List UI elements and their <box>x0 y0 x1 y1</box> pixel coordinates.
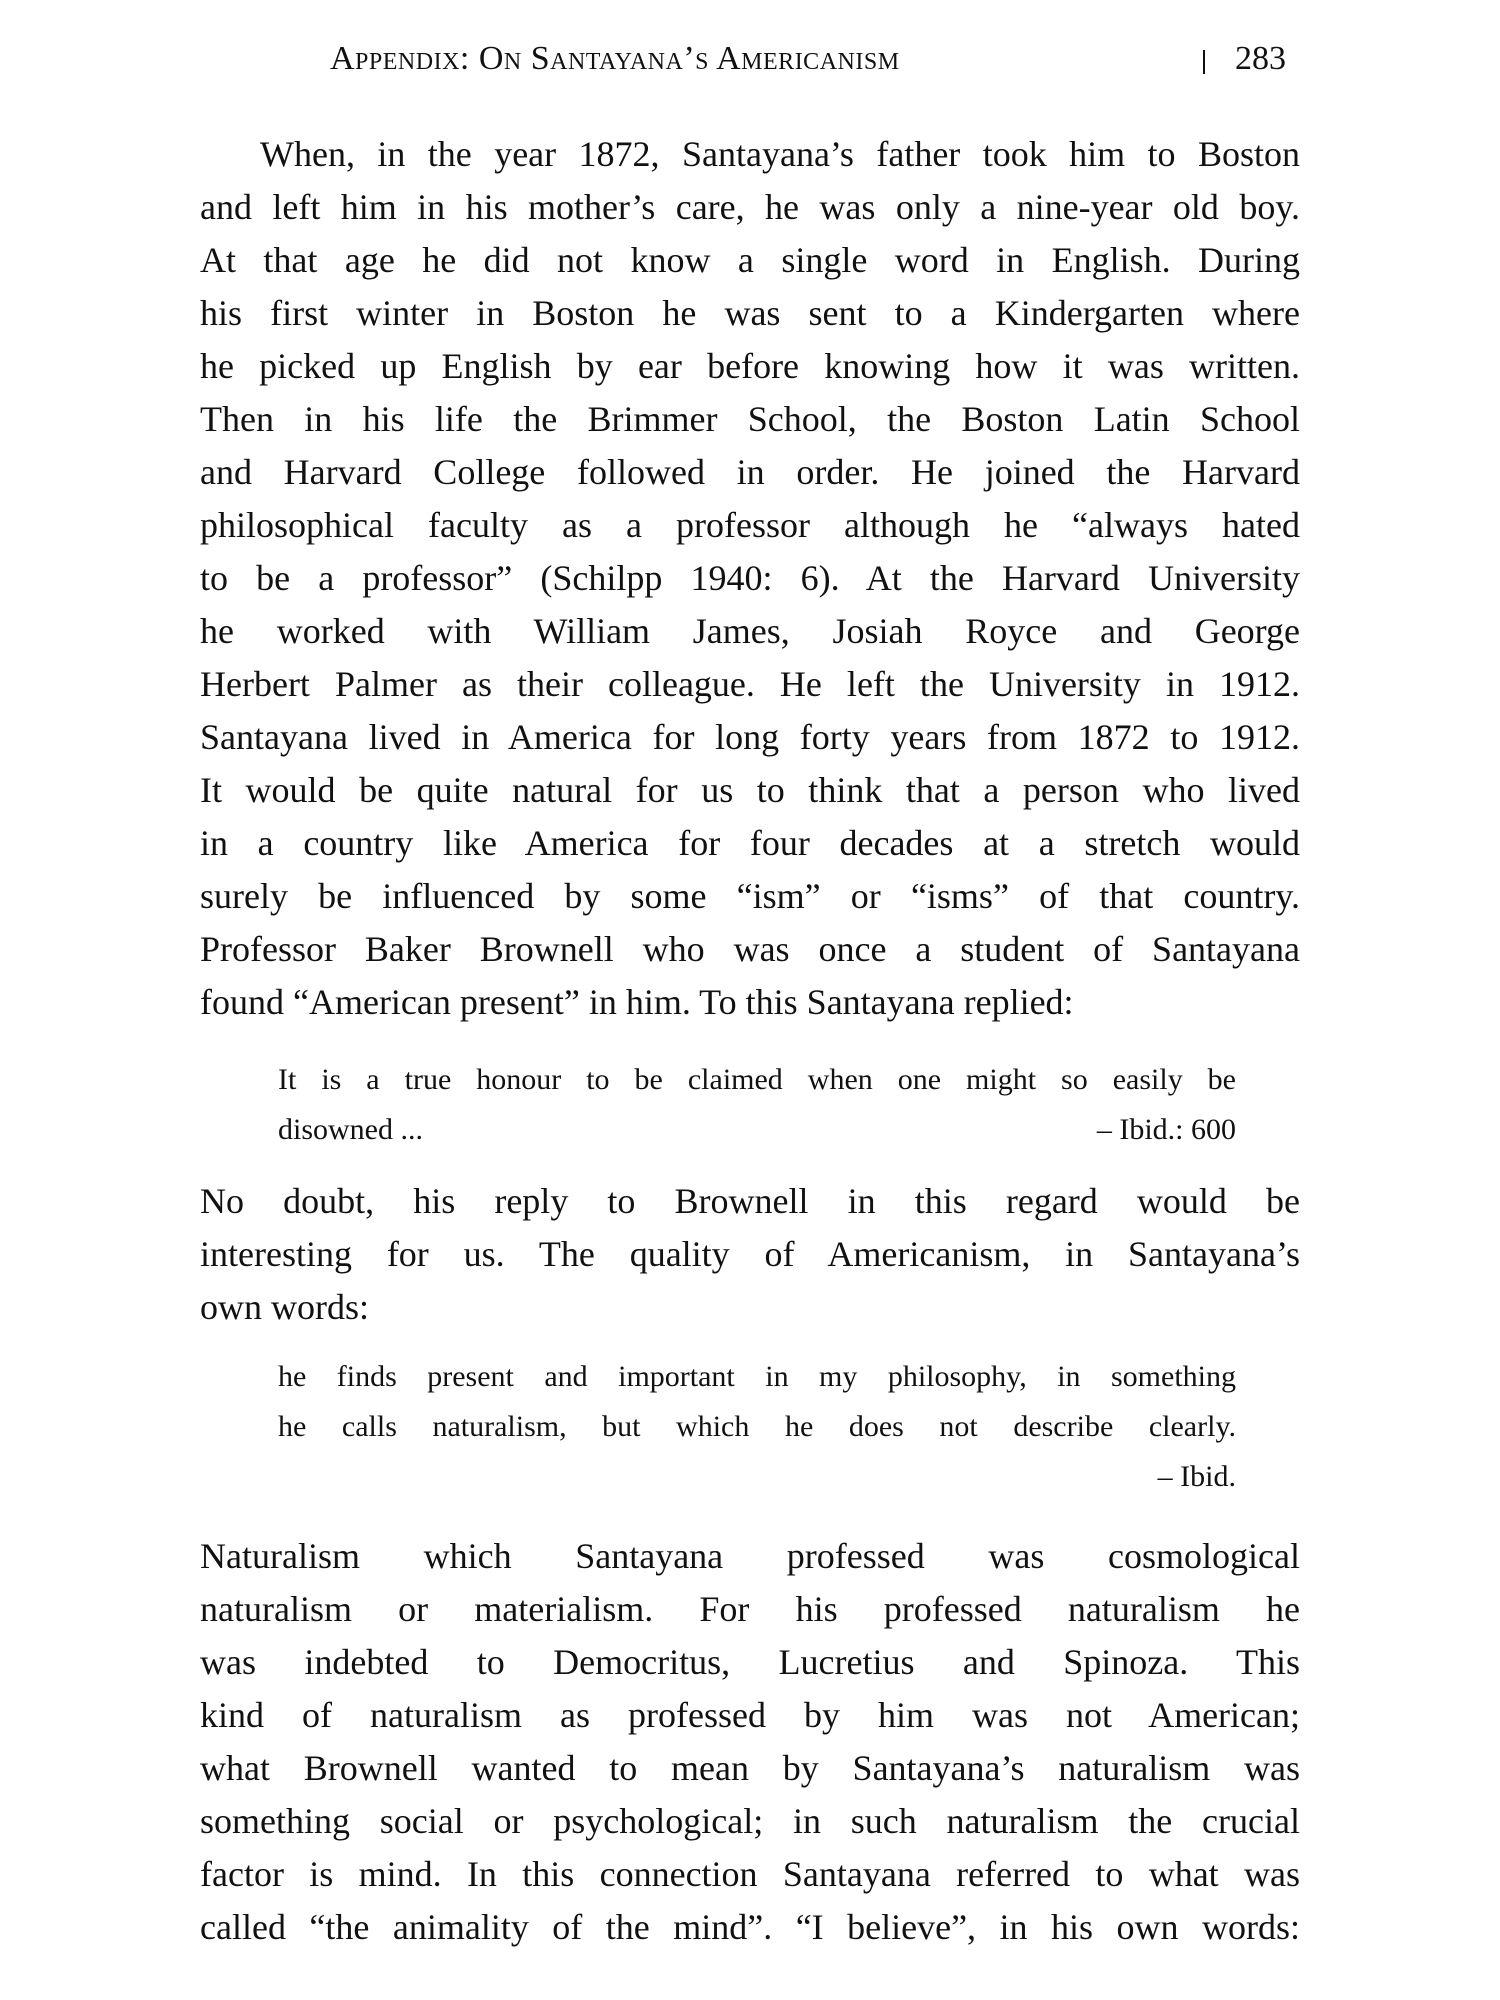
text-line: kind of naturalism as professed by him was not American; <box>200 1695 1300 1735</box>
text-line: No doubt, his reply to Brownell in this regard would be <box>200 1181 1300 1221</box>
page-header <box>200 40 1300 90</box>
text-line: philosophical faculty as a professor although he “always hated <box>200 505 1300 545</box>
text-line: something social or psychological; in such naturalism the crucial <box>200 1801 1300 1841</box>
quote-line: he finds present and important in my philosophy, in something <box>278 1360 1236 1393</box>
quote-line: disowned ... <box>278 1113 423 1146</box>
quote-citation: – Ibid. <box>1157 1460 1236 1493</box>
page-number: 283 <box>1235 40 1286 77</box>
text-line: his first winter in Boston he was sent to a Kindergarten where <box>200 293 1300 333</box>
text-line: It would be quite natural for us to think that a person who lived <box>200 770 1300 810</box>
paragraph-3 <box>200 1530 1300 1954</box>
text-line: and Harvard College followed in order. He joined the Harvard <box>200 452 1300 492</box>
text-line: found “American present” in him. To this Santayana replied: <box>200 982 1074 1022</box>
text-line: in a country like America for four decades at a stretch would <box>200 823 1300 863</box>
quote-line: It is a true honour to be claimed when one might so easily be <box>278 1063 1236 1096</box>
text-line: and left him in his mother’s care, he was only a nine-year old boy. <box>200 187 1300 227</box>
text-line: Herbert Palmer as their colleague. He left the University in 1912. <box>200 664 1300 704</box>
text-line: surely be influenced by some “ism” or “isms” of that country. <box>200 876 1300 916</box>
text-line: own words: <box>200 1287 369 1327</box>
quote-last-line <box>278 1105 1236 1155</box>
text-line: naturalism or materialism. For his professed naturalism he <box>200 1589 1300 1629</box>
text-line: was indebted to Democritus, Lucretius and Spinoza. This <box>200 1642 1300 1682</box>
text-line: interesting for us. The quality of Americanism, in Santayana’s <box>200 1234 1300 1274</box>
text-line: factor is mind. In this connection Santayana referred to what was <box>200 1854 1300 1894</box>
running-title: Appendix: On Santayana’s Americanism <box>330 40 900 77</box>
text-line: Naturalism which Santayana professed was cosmological <box>200 1536 1300 1576</box>
paragraph-2 <box>200 1175 1300 1334</box>
quote-line: he calls naturalism, but which he does not describe clearly. <box>278 1410 1236 1443</box>
text-line: Santayana lived in America for long forty years from 1872 to 1912. <box>200 717 1300 757</box>
text-line: When, in the year 1872, Santayana’s father took him to Boston <box>260 134 1300 174</box>
quote-citation: – Ibid.: 600 <box>1096 1113 1236 1146</box>
text-line: he worked with William James, Josiah Royce and George <box>200 611 1300 651</box>
text-line: what Brownell wanted to mean by Santayana’s naturalism was <box>200 1748 1300 1788</box>
block-quote-2 <box>278 1352 1236 1502</box>
header-separator <box>1203 50 1205 74</box>
block-quote-1 <box>278 1055 1236 1155</box>
text-line: called “the animality of the mind”. “I believe”, in his own words: <box>200 1907 1300 1947</box>
text-line: Then in his life the Brimmer School, the Boston Latin School <box>200 399 1300 439</box>
text-line: At that age he did not know a single word in English. During <box>200 240 1300 280</box>
paragraph-1 <box>200 128 1300 1029</box>
text-line: he picked up English by ear before knowing how it was written. <box>200 346 1300 386</box>
text-line: Professor Baker Brownell who was once a student of Santayana <box>200 929 1300 969</box>
text-line: to be a professor” (Schilpp 1940: 6). At the Harvard University <box>200 558 1300 598</box>
